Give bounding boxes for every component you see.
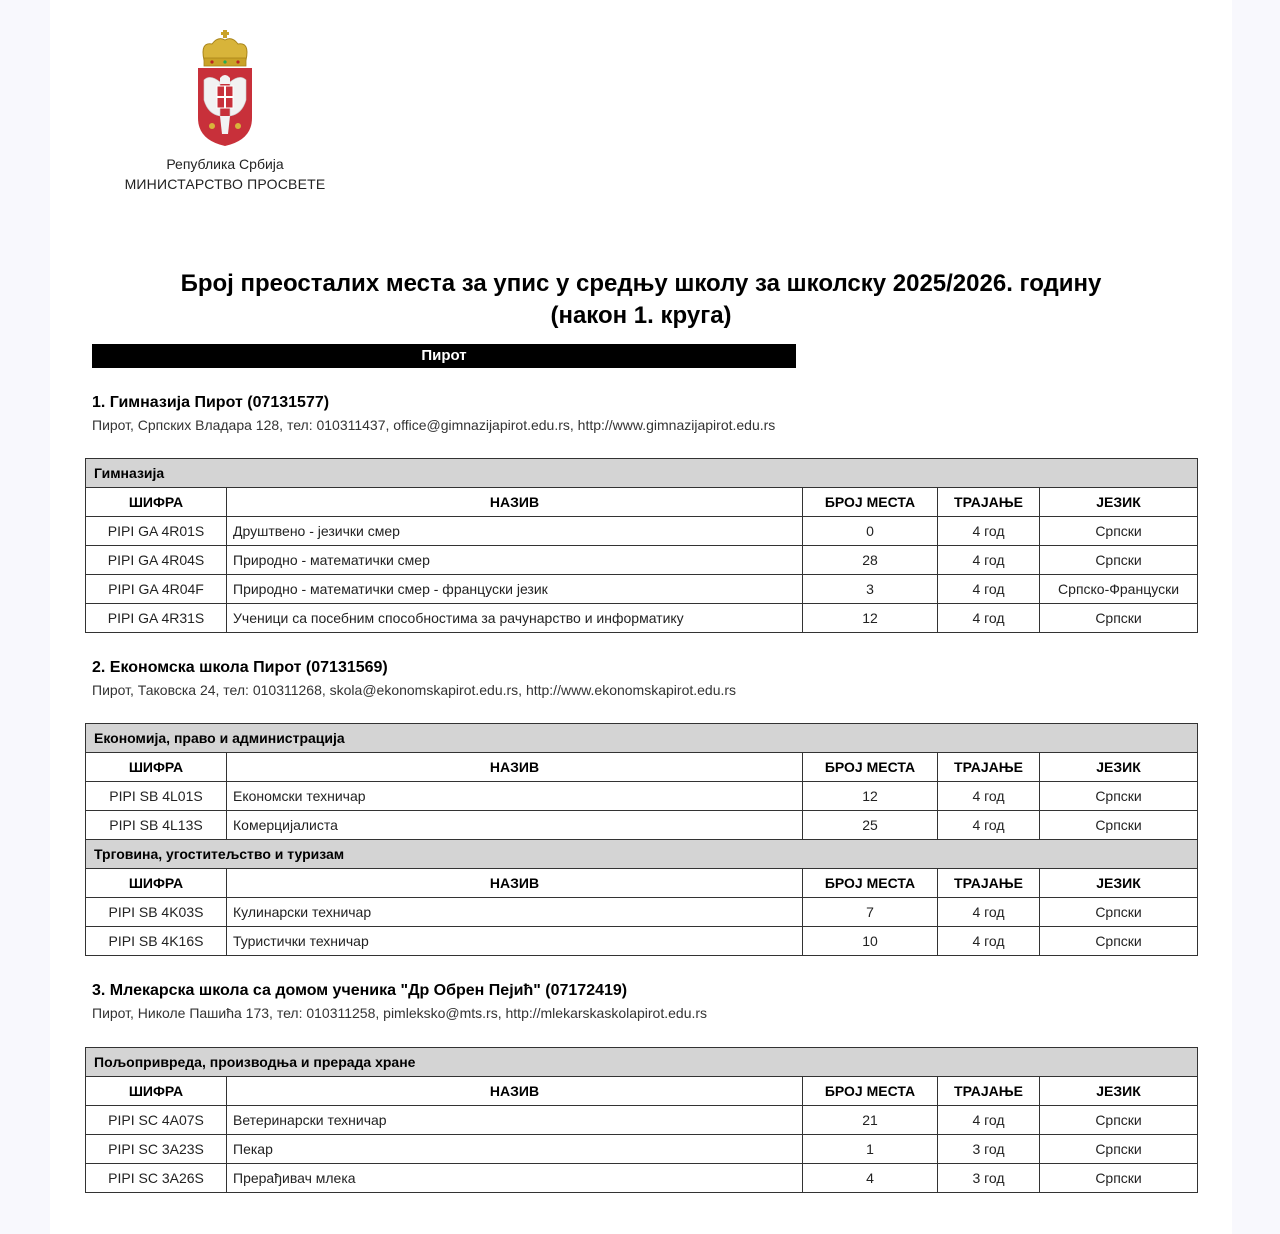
cell-name: Друштвено - језички смер [227,517,803,546]
cell-language: Српски [1040,1135,1198,1164]
col-duration: ТРАЈАЊЕ [938,753,1040,782]
col-code: ШИФРА [86,869,227,898]
table-row [86,604,1198,633]
org-country: Република Србија [166,156,284,172]
col-duration: ТРАЈАЊЕ [938,1077,1040,1106]
header-row [86,869,1198,898]
org-ministry: МИНИСТАРСТВО ПРОСВЕТЕ [124,176,326,192]
cell-code: PIPI SC 3A26S [86,1164,227,1193]
cell-language: Српски [1040,927,1198,956]
col-language: ЈЕЗИК [1040,1077,1198,1106]
table-row [86,927,1198,956]
cell-places: 10 [803,927,938,956]
ministry-header [110,28,340,194]
cell-code: PIPI SB 4L01S [86,782,227,811]
table-row [86,898,1198,927]
cell-name: Комерцијалиста [227,811,803,840]
cell-language: Српски [1040,517,1198,546]
cell-name: Ветеринарски техничар [227,1106,803,1135]
cell-duration: 4 год [938,1106,1040,1135]
cell-places: 12 [803,604,938,633]
cell-code: PIPI GA 4R04F [86,575,227,604]
cell-code: PIPI SC 4A07S [86,1106,227,1135]
cell-duration: 4 год [938,546,1040,575]
cell-duration: 4 год [938,782,1040,811]
col-code: ШИФРА [86,488,227,517]
school-title: 2. Економска школа Пирот (07131569) [92,659,388,676]
area-row [86,1048,1198,1077]
cell-code: PIPI SB 4K03S [86,898,227,927]
school-title: 3. Млекарска школа са домом ученика "Др Обрен Пејић" (07172419) [92,982,628,999]
cell-code: PIPI GA 4R04S [86,546,227,575]
area-row [86,724,1198,753]
header-row [86,1077,1198,1106]
document-title [50,268,1232,332]
table-row [86,575,1198,604]
school-title: 1. Гимназија Пирот (07131577) [92,394,330,411]
table-row [86,517,1198,546]
area-name: Трговина, угоститељство и туризам [86,840,1198,869]
col-name: НАЗИВ [227,488,803,517]
cell-code: PIPI SB 4L13S [86,811,227,840]
header-row [86,488,1198,517]
col-name: НАЗИВ [227,753,803,782]
cell-name: Туристички техничар [227,927,803,956]
cell-duration: 4 год [938,517,1040,546]
cell-duration: 4 год [938,811,1040,840]
area-row [86,459,1198,488]
cell-language: Српски [1040,1164,1198,1193]
col-code: ШИФРА [86,753,227,782]
col-code: ШИФРА [86,1077,227,1106]
cell-name: Економски техничар [227,782,803,811]
col-places: БРОЈ МЕСТА [803,753,938,782]
title-line-2: (након 1. круга) [550,302,732,329]
cell-name: Кулинарски техничар [227,898,803,927]
area-name: Пољопривреда, производња и прерада хране [86,1048,1198,1077]
cell-places: 25 [803,811,938,840]
cell-language: Српски [1040,811,1198,840]
cell-language: Српски [1040,604,1198,633]
cell-code: PIPI SB 4K16S [86,927,227,956]
cell-places: 28 [803,546,938,575]
school-info: Пирот, Српских Владара 128, тел: 010311437, office@gimnazijapirot.edu.rs, http://www.gimnazijapirot.edu.rs [92,417,776,433]
cell-name: Природно - математички смер [227,546,803,575]
col-name: НАЗИВ [227,869,803,898]
cell-places: 21 [803,1106,938,1135]
area-name: Гимназија [86,459,1198,488]
cell-duration: 4 год [938,604,1040,633]
programs-table [85,458,1198,633]
cell-language: Српски [1040,546,1198,575]
cell-duration: 3 год [938,1164,1040,1193]
cell-language: Српски [1040,898,1198,927]
cell-places: 1 [803,1135,938,1164]
col-language: ЈЕЗИК [1040,488,1198,517]
cell-name: Ученици са посебним способностима за рачунарство и информатику [227,604,803,633]
area-name: Економија, право и администрација [86,724,1198,753]
cell-places: 3 [803,575,938,604]
table-row [86,1106,1198,1135]
cell-duration: 4 год [938,898,1040,927]
col-duration: ТРАЈАЊЕ [938,869,1040,898]
cell-name: Прерађивач млека [227,1164,803,1193]
table-row [86,811,1198,840]
programs-table [85,723,1198,956]
table-row [86,782,1198,811]
col-name: НАЗИВ [227,1077,803,1106]
cell-name: Природно - математички смер - француски језик [227,575,803,604]
serbia-coat-of-arms-icon [190,28,260,150]
cell-places: 12 [803,782,938,811]
col-language: ЈЕЗИК [1040,753,1198,782]
cell-code: PIPI SC 3A23S [86,1135,227,1164]
col-duration: ТРАЈАЊЕ [938,488,1040,517]
cell-duration: 3 год [938,1135,1040,1164]
cell-code: PIPI GA 4R31S [86,604,227,633]
cell-places: 7 [803,898,938,927]
school-info: Пирот, Таковска 24, тел: 010311268, skola@ekonomskapirot.edu.rs, http://www.ekonomskapirot.edu.rs [92,682,737,698]
table-row [86,546,1198,575]
col-places: БРОЈ МЕСТА [803,869,938,898]
table-row [86,1135,1198,1164]
cell-places: 0 [803,517,938,546]
cell-duration: 4 год [938,927,1040,956]
header-row [86,753,1198,782]
cell-language: Српско-Француски [1040,575,1198,604]
cell-places: 4 [803,1164,938,1193]
title-line-1: Број преосталих места за упис у средњу школу за школску 2025/2026. годину [180,270,1102,297]
col-places: БРОЈ МЕСТА [803,488,938,517]
cell-code: PIPI GA 4R01S [86,517,227,546]
area-row [86,840,1198,869]
city-bar: Пирот [92,344,796,368]
cell-language: Српски [1040,782,1198,811]
cell-name: Пекар [227,1135,803,1164]
cell-duration: 4 год [938,575,1040,604]
school-info: Пирот, Николе Пашића 173, тел: 010311258, pimleksko@mts.rs, http://mlekarskaskolapirot.edu.rs [92,1005,708,1021]
table-row [86,1164,1198,1193]
cell-language: Српски [1040,1106,1198,1135]
programs-table [85,1047,1198,1193]
col-language: ЈЕЗИК [1040,869,1198,898]
col-places: БРОЈ МЕСТА [803,1077,938,1106]
